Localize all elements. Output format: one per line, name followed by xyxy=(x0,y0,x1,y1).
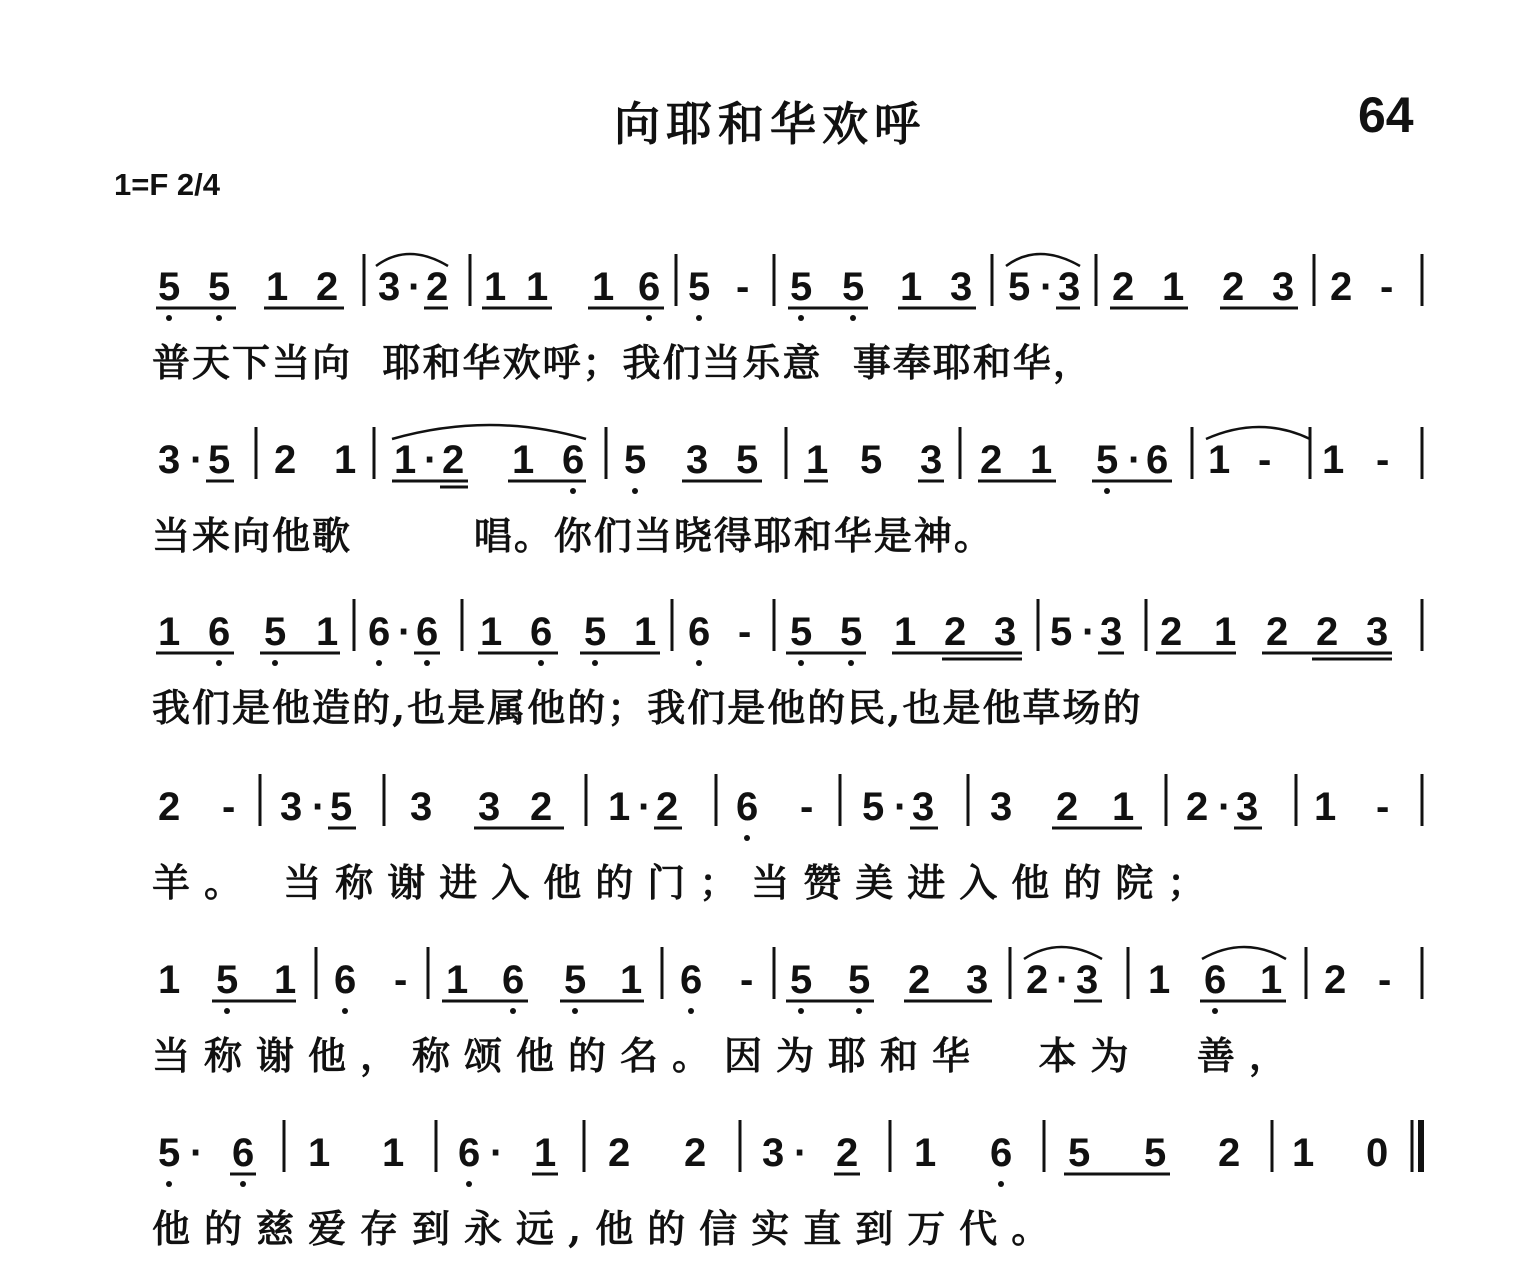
svg-text:2: 2 xyxy=(836,1131,859,1175)
notation-line-1 xyxy=(150,262,1430,342)
svg-text:3: 3 xyxy=(410,785,433,829)
jianpu-notation-1 xyxy=(150,262,1430,342)
page-number: 64 xyxy=(1358,87,1414,143)
svg-text:6: 6 xyxy=(736,785,759,829)
svg-text:3: 3 xyxy=(378,265,401,309)
svg-text:1: 1 xyxy=(1260,958,1283,1002)
svg-text:2: 2 xyxy=(1324,958,1347,1002)
svg-text:5: 5 xyxy=(264,610,287,654)
svg-text:3: 3 xyxy=(994,610,1017,654)
svg-text:5: 5 xyxy=(862,785,885,829)
svg-text:-: - xyxy=(800,785,814,829)
svg-text:-: - xyxy=(222,785,236,829)
svg-text:3: 3 xyxy=(280,785,303,829)
svg-text:5: 5 xyxy=(860,438,883,482)
svg-text:1: 1 xyxy=(1112,785,1135,829)
svg-text:2: 2 xyxy=(980,438,1003,482)
svg-text:·: · xyxy=(1040,265,1054,309)
jianpu-notation-5 xyxy=(150,955,1430,1035)
svg-text:2: 2 xyxy=(908,958,931,1002)
svg-text:1: 1 xyxy=(394,438,417,482)
svg-text:·: · xyxy=(190,438,204,482)
svg-text:1: 1 xyxy=(620,958,643,1002)
lyrics-line-1: 普天下当向 耶和华欢呼；我们当乐意 事奉耶和华， xyxy=(152,340,1093,385)
svg-text:3: 3 xyxy=(686,438,709,482)
svg-text:5: 5 xyxy=(216,958,239,1002)
svg-text:1: 1 xyxy=(534,1131,557,1175)
svg-text:2: 2 xyxy=(944,610,967,654)
svg-text:5: 5 xyxy=(736,438,759,482)
svg-text:3: 3 xyxy=(1272,265,1295,309)
svg-text:·: · xyxy=(408,265,422,309)
svg-text:5: 5 xyxy=(1144,1131,1167,1175)
svg-text:5: 5 xyxy=(840,610,863,654)
svg-text:5: 5 xyxy=(842,265,865,309)
notation-line-2 xyxy=(150,435,1430,515)
song-title: 向耶和华欢呼 xyxy=(614,97,926,151)
svg-text:2: 2 xyxy=(442,438,465,482)
svg-text:1: 1 xyxy=(446,958,469,1002)
svg-text:3: 3 xyxy=(762,1131,785,1175)
notation-line-4 xyxy=(150,782,1430,862)
lyrics-line-4: 羊。 当称谢进入他的门；当赞美进入他的院； xyxy=(152,860,1220,905)
svg-text:5: 5 xyxy=(790,265,813,309)
svg-text:·: · xyxy=(424,438,438,482)
svg-text:-: - xyxy=(1380,265,1394,309)
svg-text:5: 5 xyxy=(564,958,587,1002)
svg-text:5: 5 xyxy=(790,610,813,654)
svg-text:-: - xyxy=(1376,785,1390,829)
svg-text:3: 3 xyxy=(1236,785,1259,829)
svg-text:6: 6 xyxy=(1204,958,1227,1002)
svg-text:5: 5 xyxy=(688,265,711,309)
svg-text:1: 1 xyxy=(158,610,181,654)
lyrics-line-5: 当称谢他，称颂他的名。因为耶和华 本为 善， xyxy=(152,1033,1301,1078)
svg-text:2: 2 xyxy=(316,265,339,309)
svg-text:1: 1 xyxy=(480,610,503,654)
svg-text:1: 1 xyxy=(512,438,535,482)
svg-text:·: · xyxy=(490,1131,504,1175)
svg-text:1: 1 xyxy=(1208,438,1231,482)
svg-text:5: 5 xyxy=(790,958,813,1002)
svg-text:3: 3 xyxy=(478,785,501,829)
svg-text:1: 1 xyxy=(1030,438,1053,482)
svg-text:6: 6 xyxy=(334,958,357,1002)
svg-text:·: · xyxy=(1056,958,1070,1002)
svg-text:2: 2 xyxy=(1266,610,1289,654)
svg-text:3: 3 xyxy=(1076,958,1099,1002)
svg-text:1: 1 xyxy=(484,265,507,309)
svg-text:6: 6 xyxy=(990,1131,1013,1175)
lyrics-line-6: 他的慈爱存到永远,他的信实直到万代。 xyxy=(152,1206,1064,1251)
music-system-4 xyxy=(0,782,1531,922)
svg-text:·: · xyxy=(1128,438,1142,482)
svg-text:3: 3 xyxy=(1058,265,1081,309)
svg-text:1: 1 xyxy=(1314,785,1337,829)
svg-text:1: 1 xyxy=(914,1131,937,1175)
svg-text:-: - xyxy=(394,958,408,1002)
key-signature: 1=F 2/4 xyxy=(114,167,220,202)
svg-text:-: - xyxy=(740,958,754,1002)
svg-text:3: 3 xyxy=(1100,610,1123,654)
svg-text:3: 3 xyxy=(158,438,181,482)
svg-text:5: 5 xyxy=(848,958,871,1002)
svg-text:·: · xyxy=(190,1131,204,1175)
svg-text:1: 1 xyxy=(608,785,631,829)
svg-text:2: 2 xyxy=(1186,785,1209,829)
svg-text:2: 2 xyxy=(1160,610,1183,654)
music-system-3 xyxy=(0,607,1531,747)
svg-text:5: 5 xyxy=(1050,610,1073,654)
svg-text:6: 6 xyxy=(530,610,553,654)
svg-text:1: 1 xyxy=(894,610,917,654)
svg-text:6: 6 xyxy=(368,610,391,654)
svg-text:6: 6 xyxy=(638,265,661,309)
svg-text:1: 1 xyxy=(634,610,657,654)
svg-text:1: 1 xyxy=(266,265,289,309)
svg-text:1: 1 xyxy=(526,265,549,309)
svg-text:·: · xyxy=(1218,785,1232,829)
svg-text:6: 6 xyxy=(208,610,231,654)
svg-text:5: 5 xyxy=(208,265,231,309)
svg-text:1: 1 xyxy=(806,438,829,482)
svg-text:2: 2 xyxy=(684,1131,707,1175)
svg-text:2: 2 xyxy=(1112,265,1135,309)
svg-text:-: - xyxy=(1378,958,1392,1002)
svg-text:1: 1 xyxy=(1322,438,1345,482)
svg-text:-: - xyxy=(1376,438,1390,482)
svg-text:5: 5 xyxy=(1068,1131,1091,1175)
svg-text:5: 5 xyxy=(1096,438,1119,482)
svg-text:6: 6 xyxy=(562,438,585,482)
svg-text:6: 6 xyxy=(680,958,703,1002)
svg-text:5: 5 xyxy=(330,785,353,829)
svg-text:3: 3 xyxy=(966,958,989,1002)
notation-line-5 xyxy=(150,955,1430,1035)
svg-text:6: 6 xyxy=(502,958,525,1002)
lyrics-line-3: 我们是他造的,也是属他的；我们是他的民,也是他草场的 xyxy=(152,685,1143,730)
svg-text:3: 3 xyxy=(920,438,943,482)
svg-text:5: 5 xyxy=(158,265,181,309)
svg-text:1: 1 xyxy=(1148,958,1171,1002)
svg-text:6: 6 xyxy=(416,610,439,654)
svg-text:5: 5 xyxy=(158,1131,181,1175)
svg-text:·: · xyxy=(398,610,412,654)
jianpu-notation-4 xyxy=(150,782,1430,862)
svg-text:6: 6 xyxy=(458,1131,481,1175)
svg-text:2: 2 xyxy=(426,265,449,309)
svg-text:-: - xyxy=(736,265,750,309)
svg-text:1: 1 xyxy=(1292,1131,1315,1175)
svg-text:5: 5 xyxy=(1008,265,1031,309)
svg-text:2: 2 xyxy=(1316,610,1339,654)
svg-text:2: 2 xyxy=(1026,958,1049,1002)
notation-line-3 xyxy=(150,607,1430,687)
jianpu-notation-3 xyxy=(150,607,1430,687)
svg-text:2: 2 xyxy=(274,438,297,482)
svg-text:2: 2 xyxy=(656,785,679,829)
svg-text:·: · xyxy=(638,785,652,829)
music-system-1 xyxy=(0,262,1531,402)
svg-text:·: · xyxy=(794,1131,808,1175)
svg-text:·: · xyxy=(1082,610,1096,654)
music-system-6 xyxy=(0,1128,1531,1268)
notation-line-6 xyxy=(150,1128,1430,1208)
svg-text:3: 3 xyxy=(912,785,935,829)
svg-text:2: 2 xyxy=(1330,265,1353,309)
svg-text:3: 3 xyxy=(990,785,1013,829)
svg-text:5: 5 xyxy=(624,438,647,482)
svg-text:3: 3 xyxy=(1366,610,1389,654)
svg-text:2: 2 xyxy=(608,1131,631,1175)
svg-text:1: 1 xyxy=(592,265,615,309)
svg-text:2: 2 xyxy=(530,785,553,829)
svg-text:6: 6 xyxy=(688,610,711,654)
svg-text:1: 1 xyxy=(316,610,339,654)
svg-text:6: 6 xyxy=(232,1131,255,1175)
music-system-2 xyxy=(0,435,1531,575)
svg-text:2: 2 xyxy=(1218,1131,1241,1175)
svg-text:1: 1 xyxy=(900,265,923,309)
svg-text:1: 1 xyxy=(334,438,357,482)
lyrics-line-2: 当来向他歌 唱。你们当晓得耶和华是神。 xyxy=(152,513,994,558)
svg-text:·: · xyxy=(894,785,908,829)
svg-text:0: 0 xyxy=(1366,1131,1389,1175)
jianpu-notation-6 xyxy=(150,1128,1430,1208)
svg-text:-: - xyxy=(1258,438,1272,482)
svg-text:5: 5 xyxy=(584,610,607,654)
svg-text:1: 1 xyxy=(274,958,297,1002)
svg-text:-: - xyxy=(738,610,752,654)
svg-text:2: 2 xyxy=(1222,265,1245,309)
svg-text:·: · xyxy=(312,785,326,829)
svg-text:3: 3 xyxy=(950,265,973,309)
svg-text:1: 1 xyxy=(308,1131,331,1175)
svg-text:2: 2 xyxy=(1056,785,1079,829)
svg-text:1: 1 xyxy=(1162,265,1185,309)
svg-text:2: 2 xyxy=(158,785,181,829)
svg-text:1: 1 xyxy=(158,958,181,1002)
svg-text:6: 6 xyxy=(1146,438,1169,482)
svg-text:1: 1 xyxy=(1214,610,1237,654)
music-system-5 xyxy=(0,955,1531,1095)
svg-text:1: 1 xyxy=(382,1131,405,1175)
svg-text:5: 5 xyxy=(208,438,231,482)
jianpu-notation-2 xyxy=(150,435,1430,515)
